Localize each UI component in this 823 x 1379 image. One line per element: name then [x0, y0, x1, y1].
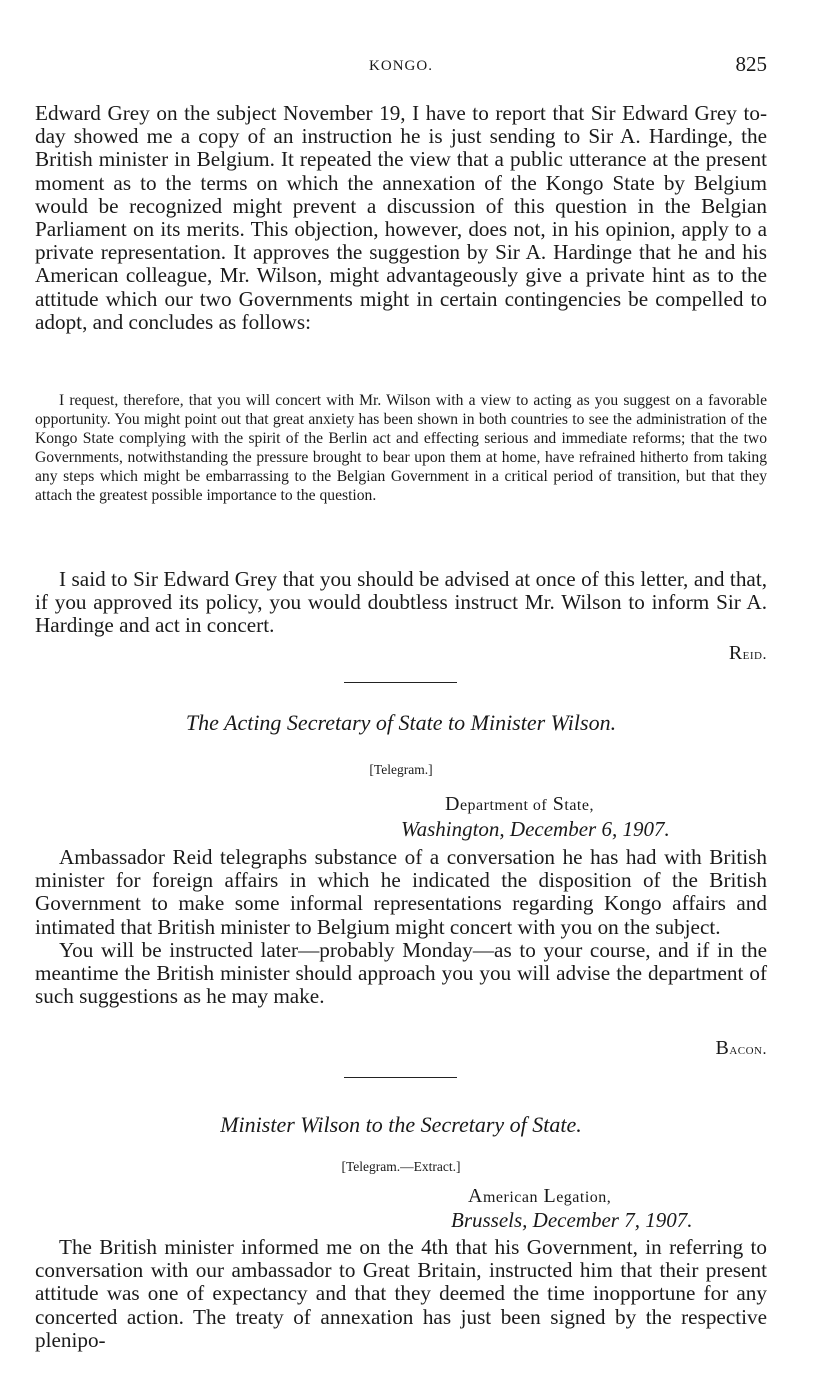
section-heading-acting-secretary: The Acting Secretary of State to Minister Wilson. [185, 710, 617, 735]
signature-bacon [715, 1037, 767, 1060]
signature-bacon-initial: B [715, 1037, 730, 1059]
legation-paragraph: The British minister informed me on the 4th that his Government, in referring to conversation with our ambassador to Great Britain, instructed him that their present attitude was one of expectancy and that they deemed the time inopportune for any concerted action. The treaty of annexation has just been signed by the respective plenipo- [35, 1235, 767, 1352]
dateline-brussels: Brussels, December 7, 1907. [451, 1208, 693, 1232]
signature-bacon-rest: acon. [729, 1041, 767, 1058]
opening-paragraph-block [35, 102, 767, 334]
dateline-legation: American Legation, [468, 1185, 612, 1207]
section-divider [344, 682, 457, 683]
telegram-note: [Telegram.] [369, 762, 433, 777]
telegram-paragraph-1: Ambassador Reid telegraphs substance of a conversation he has had with British minister for foreign affairs in which he indicated the disposition of the British Government to make some informal representations regarding Kongo affairs and intimated that British minister to Belgium might concert with you on the subject. [35, 845, 767, 939]
reply-paragraph-block [35, 568, 767, 638]
document-page [35, 0, 767, 1379]
running-head: KONGO. [369, 58, 433, 74]
telegram-paragraph-2: You will be instructed later—probably Monday—as to your course, and if in the meantime the British minister should approach you you will advise the department of such suggestions as he may make. [35, 937, 767, 1009]
opening-paragraph: Edward Grey on the subject November 19, I have to report that Sir Edward Grey to-day showed me a copy of an instruction he is just sending to Sir A. Hardinge, the British minister in Belgium. It repeated the view that a public utterance at the present moment as to the terms on which the annexation of the Kongo State by Belgium would be recognized might prevent a discussion of this question in the Belgian Parliament on its merits. This objection, however, does not, in his opinion, apply to a private representation. It approves the suggestion by Sir A. Hardinge that he and his American colleague, Mr. Wilson, might advantageously give a private hint as to the attitude which our two Governments might in certain contingencies be compelled to adopt, and concludes as follows: [35, 101, 767, 334]
quoted-instruction: I request, therefore, that you will concert with Mr. Wilson with a view to acting as you suggest on a favorable opportunity. You might point out that great anxiety has been shown in both countries to see the administration of the Kongo State complying with the spirit of the Berlin act and effecting serious and immediate reforms; that the two Governments, notwithstanding the pressure brought to bear upon them at home, have refrained hitherto from taking any steps which might be embarrassing to the Belgian Government in a critical period of transition, but that they attach the greatest possible importance to the question. [35, 392, 767, 504]
section-divider [344, 1077, 457, 1078]
section-heading-minister-wilson: Minister Wilson to the Secretary of State. [220, 1112, 582, 1137]
dateline-washington: Washington, December 6, 1907. [401, 817, 670, 841]
signature-reid [729, 642, 767, 665]
telegram-extract-note: [Telegram.—Extract.] [341, 1159, 461, 1174]
page-number: 825 [735, 52, 767, 76]
legation-paragraph-block [35, 1236, 767, 1352]
dateline-department: Department of State, [445, 793, 594, 815]
signature-reid-initial: R [728, 642, 743, 664]
signature-reid-rest: eid. [742, 646, 767, 663]
page-header [35, 52, 767, 82]
reply-paragraph: I said to Sir Edward Grey that you should be advised at once of this letter, and that, if you approved its policy, you would doubtless instruct Mr. Wilson to inform Sir A. Hardinge and act in concert. [35, 567, 767, 638]
telegram-paragraph-block [35, 846, 767, 1008]
